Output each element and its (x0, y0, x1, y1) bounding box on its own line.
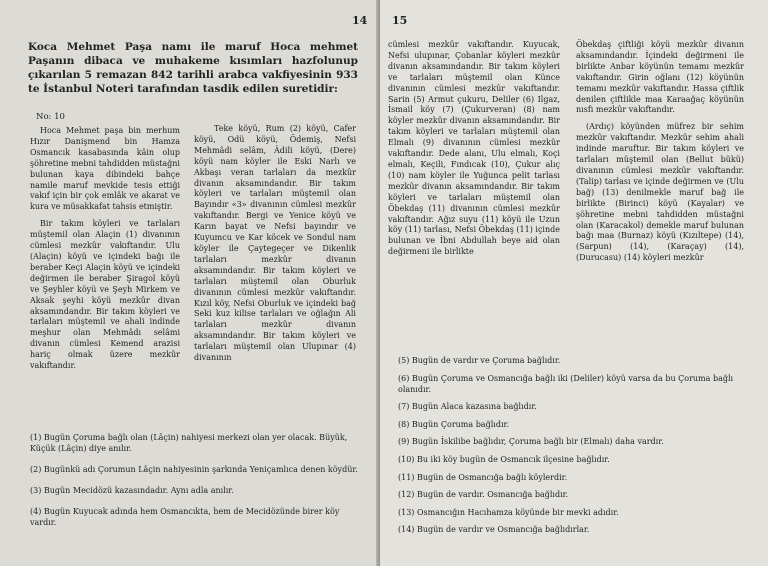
left-column-second (194, 124, 356, 370)
left-page (0, 0, 380, 566)
page-number-left: 14 (352, 14, 368, 27)
footnote: (11) Bugün de Osmancığa bağlı köylerdir. (398, 472, 568, 482)
right-footnotes (398, 355, 748, 542)
left-column-first (30, 126, 180, 378)
right-column-second (576, 40, 744, 270)
footnote: (6) Bugün Çoruma ve Osmancığa bağlı iki (Deliler) köyü varsa da bu Çoruma bağlı olanıdır. (398, 373, 734, 394)
paragraph: Teke köyü, Rum (2) köyü, Cafer köyü, Odü köyü, Ödemiş, Nefsi Mehmâdi selâm, Âdili köyü, (Dere) köyü nam köyler ile Eski Narlı ve Akbaşı veran tarlaları da mezkûr divanın aksamındandır. Bir takım köyleri ve tarlaları müştemil olan Bayındır «3» divanının cümlesi mezkûr vakıftandır. Bergi ve Yenice köyü ve Karın bayat ve Nefsi bayındır ve Kuyumcu ve Kar köcek ve Sondul nam köyler ile Çaytegeçer ve Dikenlik tarlaları mezkûr divanın aksamındandır. Bir takım köyleri ve tarlaları müştemil olan Oburluk divanının cümlesi mezkûr vakıftandır. Kızıl köy, Nefsi Oburluk ve içindeki bağ Seki kuz kilise tarlaları ve oğlağın Ali tarlaları mezkûr divanın aksamındandır. Bir takım köyleri ve tarlaları müştemil olan Ulupınar (4) divanının (194, 124, 356, 363)
footnote: (3) Bugün Mecidözü kazasındadır. Aynı adla anılır. (30, 486, 234, 495)
paragraph: (Ardıç) köyünden müfrez bir sehim mezkûr vakıftandır. Mezkûr sehim ahali indinde maruftur. Bir takım köyleri ve tarlaları müştemil olan (Bellut bükü) divanının cümlesi mezkûr vakıftandır. (Talip) tarlası ve içinde değirmen ve (Ulu bağ) (13) denilmekle maruf bağ ile birlikte (Birinci) köyü (Kayalar) ve şöhretine mebni tahdidden müstağni olan (Karacakol) demekle maruf bulunan bağı maa (Burnaz) köyü (Kızıltepe) (14), (Sarpun) (14), (Karaçay) (14), (Durucasu) (14) köyleri mezkûr (576, 122, 744, 263)
footnote: (14) Bugün de vardır ve Osmancığa bağlıdırlar. (398, 525, 590, 535)
paragraph: cümlesi mezkûr vakıftandır. Kuyucak, Nefsi ulupınar, Çobanlar köyleri mezkûr divanın aksamındandır. Bir takım köyleri ve tarlaları müştemil olan Künce divanının cümlesi mezkûr vakıftandır. Sarin (5) Armut çukuru, Deliler (6) Ilgaz, İsmail köy (7) (Çukurveran) (8) nam köyler mezkûr divanın aksamındandır. Bir takım köyleri ve tarlaları müştemil olan Elmalı (9) divanının cümlesi mezkûr vakıftandır. Dede alanı, Ulu elmalı, Koçi elmalı, Keçili, Fındıcak (10), Çukur alıç (10) nam köyler ile Yuğunca pelit tarlası mezkûr divanın aksamındandır. Bir takım köyleri ve tarlaları müştemil olan Öbekdaş (11) divanının cümlesi mezkûr vakıftandır. Ağız suyu (11) köyü ile Uzun köy (11) tarlası, Nefsi Öbekdaş (11) içinde bulunan ve İbni Abdullah beye aid olan değirmeni ile birlikte (388, 40, 560, 257)
footnote: (8) Bugün Çoruma bağlıdır. (398, 419, 509, 429)
right-column-first (388, 40, 560, 264)
footnote: (10) Bu iki köy bugün de Osmancık ilçesine bağlıdır. (398, 454, 610, 464)
paragraph: Bir takım köyleri ve tarlaları müştemil olan Alaçin (1) divanının cümlesi mezkûr vakıftandır. Ulu (Alaçin) köyü ve içindeki bağı ile beraber Keçi Alaçin köyü ve içindeki değirmen ile beraber Şiragol köyü ve Şeyhler köyü ve Şeyh Mirkem ve Aksak şeyhi köyü mezkûr divan aksamındandır. Bir takım köyleri ve tarlaları müştemil ve ahali indinde meşhur olan Mehmâdı selâmi divanın cümlesi Kemend arazisi hariç olmak üzere mezkûr vakıftandır. (30, 219, 180, 371)
paragraph: Öbekdaş çiftliği köyü mezkûr divanın aksamındandır. İçindeki değirmeni ile birlikte Anbar köyünün temamı mezkûr vakıftandır. Girin oğlanı (12) köyünün temamı mezkûr vakıftandır. Hassa çiftlik denilen çiftlikle maa Karaağaç köyünün nısfı mezkûr vakıftandır. (576, 40, 744, 115)
footnote: (9) Bugün İskilibe bağlıdır, Çoruma bağlı bir (Elmalı) daha vardır. (398, 437, 664, 447)
document-number: No: 10 (36, 112, 65, 122)
footnote: (4) Bugün Kuyucak adında hem Osmancıkta, hem de Mecidözünde birer köy vardır. (30, 507, 340, 527)
footnote: (7) Bugün Alaca kazasına bağlıdır. (398, 402, 537, 412)
left-footnotes (30, 432, 360, 538)
footnote: (12) Bugün de vardır. Osmancığa bağlıdır. (398, 490, 569, 500)
footnote: (5) Bugün de vardır ve Çoruma bağlıdır. (398, 356, 561, 365)
footnote: (1) Bugün Çoruma bağlı olan (Lâçin) nahiyesi merkezi olan yer olacak. Büyük, Küçük (Lâçin) diye anılır. (30, 433, 348, 453)
document-heading: Koca Mehmet Paşa namı ile maruf Hoca mehmet Paşanın dibaca ve muhakeme kısımları hazfolunup çıkarılan 5 remazan 842 tarihli arabca vakfiyesinin 933 te İstanbul Noteri tarafından tasdik edilen suretidir: (28, 41, 358, 95)
footnote: (13) Osmancığın Hacıhamza köyünde bir mevki adıdır. (398, 507, 619, 517)
footnote: (2) Bugünkü adı Çorumun Lâçin nahiyesinin şarkında Yeniçamlıca denen köydür. (30, 465, 358, 474)
page-number-right: 15 (392, 14, 408, 27)
paragraph: Hoca Mehmet paşa bin merhum Hızır Danişmend bin Hamza Osmancık kasabasında kâin olup şöhretine mebni tahdidden müstağni bulunan kaya dibindeki bahçe namile maruf mevkide tesis ettiği vakıf için bir çok emlâk ve akarat ve kura ve müsakkafat tahsis etmiştir. (30, 126, 180, 212)
